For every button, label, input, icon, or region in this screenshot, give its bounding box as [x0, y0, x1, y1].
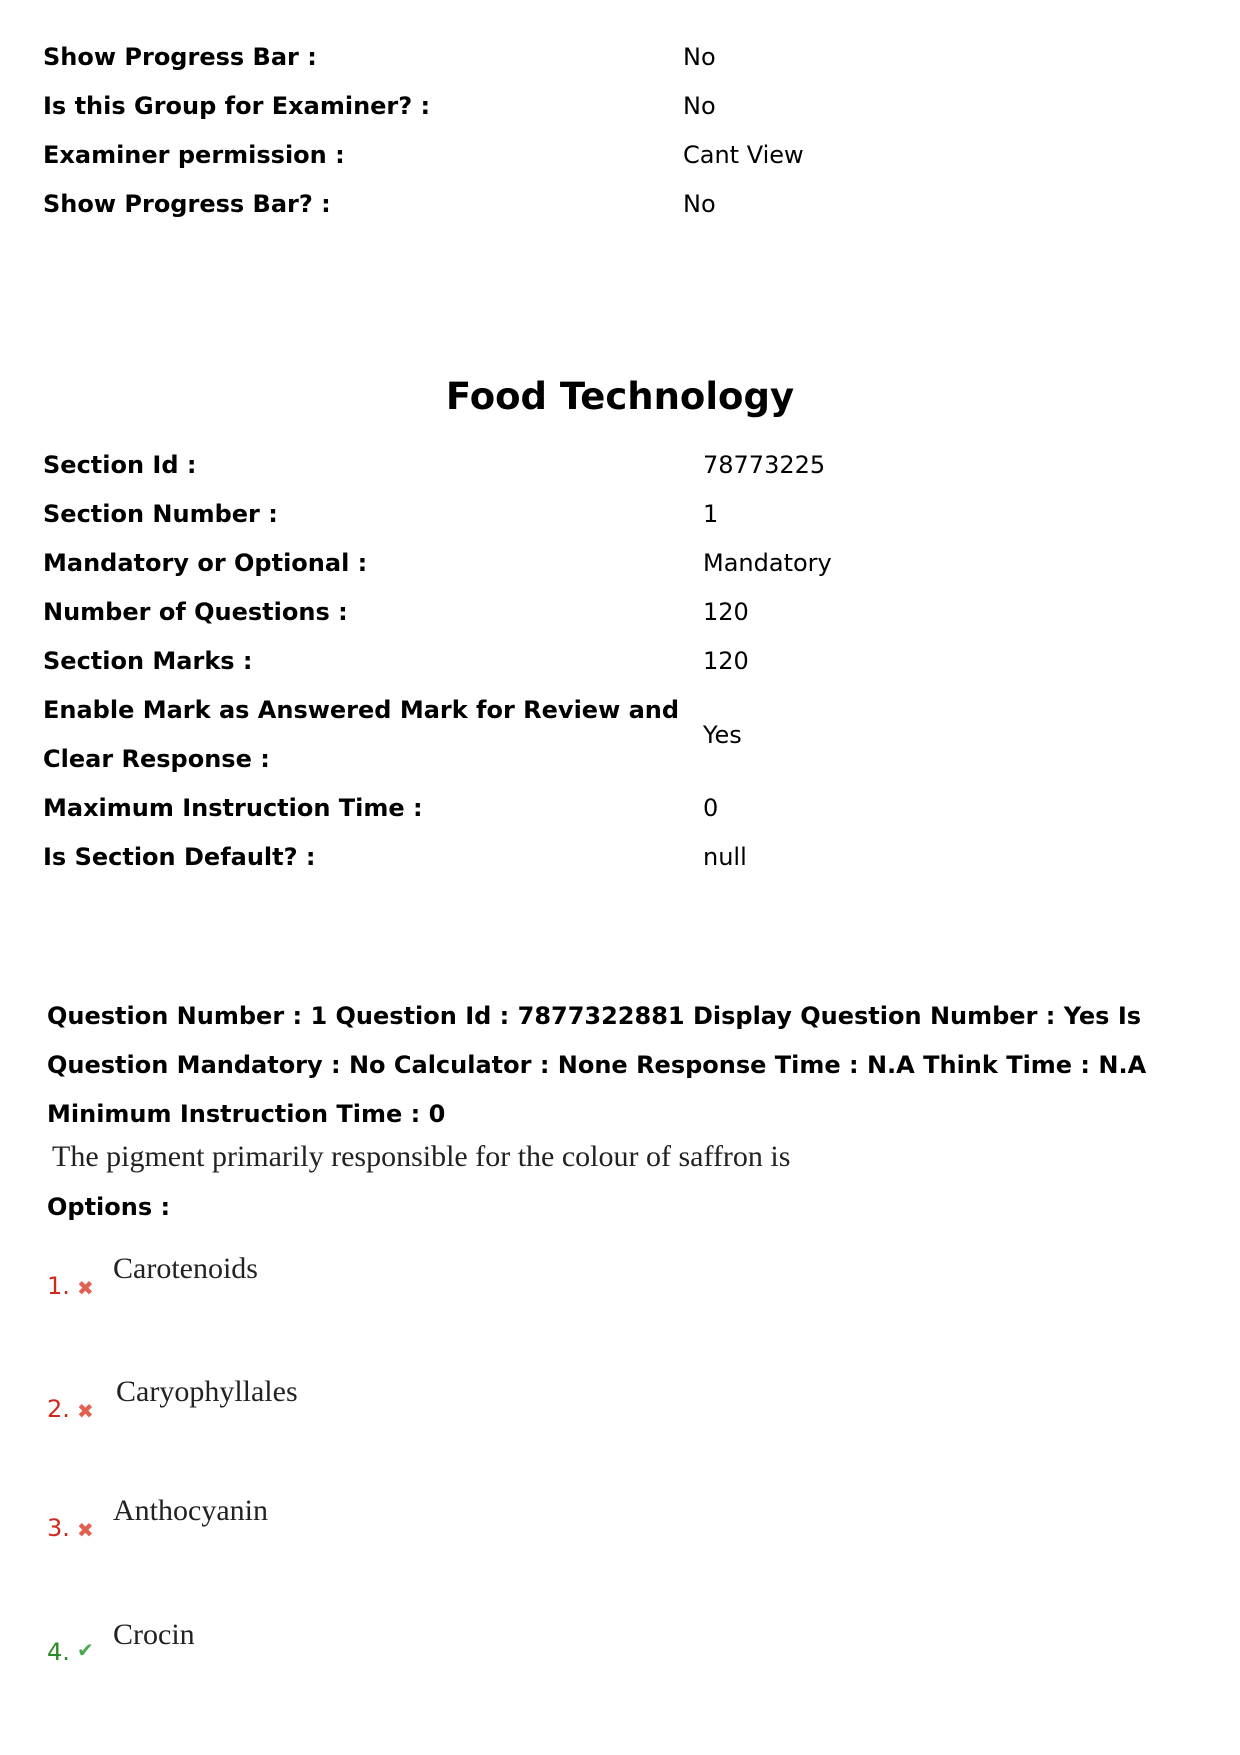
question-stem: The pigment primarily responsible for the colour of saffron is — [52, 1140, 791, 1173]
section-field-value: Yes — [703, 720, 742, 749]
section-field-row — [43, 784, 1193, 833]
option-number: 1. — [47, 1272, 70, 1300]
option-number: 4. — [47, 1638, 70, 1666]
section-field-row — [43, 833, 1193, 882]
section-field-row — [43, 539, 1193, 588]
option-text: Carotenoids — [113, 1252, 258, 1285]
section-field-label: Section Marks : — [43, 647, 253, 675]
group-setting-value: No — [683, 43, 716, 71]
section-field-row — [43, 588, 1193, 637]
group-setting-value: No — [683, 92, 716, 120]
section-title: Food Technology — [445, 375, 795, 418]
group-setting-value: Cant View — [683, 141, 804, 169]
section-field-label: Enable Mark as Answered Mark for Review and Clear Response : — [43, 696, 680, 773]
group-setting-row — [43, 131, 1193, 180]
option-text: Anthocyanin — [113, 1494, 268, 1527]
section-field-label: Number of Questions : — [43, 598, 348, 626]
section-field-label: Mandatory or Optional : — [43, 549, 368, 577]
section-field-value: 0 — [703, 794, 719, 822]
group-setting-row — [43, 33, 1193, 82]
option-text: Crocin — [113, 1618, 195, 1651]
option-text: Caryophyllales — [116, 1375, 298, 1408]
group-setting-row — [43, 180, 1193, 229]
section-field-row — [43, 441, 1193, 490]
section-field-row — [43, 637, 1193, 686]
group-setting-label: Show Progress Bar? : — [43, 190, 331, 218]
check-icon: ✔ — [77, 1638, 94, 1662]
section-field-label: Is Section Default? : — [43, 843, 316, 871]
cross-icon: ✖ — [77, 1276, 94, 1300]
cross-icon: ✖ — [77, 1399, 94, 1423]
section-field-value: 1 — [703, 500, 719, 528]
section-field-value: 120 — [703, 647, 749, 675]
section-field-value: 120 — [703, 598, 749, 626]
section-field-value: null — [703, 843, 747, 871]
group-setting-label: Show Progress Bar : — [43, 43, 317, 71]
section-field-row — [43, 686, 1193, 784]
section-field-label: Maximum Instruction Time : — [43, 794, 423, 822]
question-meta: Question Number : 1 Question Id : 7877322881 Display Question Number : Yes Is Question Mandatory : No Calculator : None Response Time : N.A Think Time : N.A Minimum Instruction Time : 0 — [47, 1002, 1147, 1128]
section-field-label: Section Number : — [43, 500, 278, 528]
section-field-value: Mandatory — [703, 549, 832, 577]
group-setting-row — [43, 82, 1193, 131]
cross-icon: ✖ — [77, 1518, 94, 1542]
group-setting-label: Is this Group for Examiner? : — [43, 92, 431, 120]
group-setting-label: Examiner permission : — [43, 141, 345, 169]
section-fields-table — [43, 441, 1193, 882]
option-number: 3. — [47, 1514, 70, 1542]
options-label: Options : — [47, 1193, 171, 1221]
group-settings-table — [43, 33, 1193, 229]
option-number: 2. — [47, 1395, 70, 1423]
section-field-row — [43, 490, 1193, 539]
section-field-label: Section Id : — [43, 451, 197, 479]
section-field-value: 78773225 — [703, 451, 826, 479]
group-setting-value: No — [683, 190, 716, 218]
